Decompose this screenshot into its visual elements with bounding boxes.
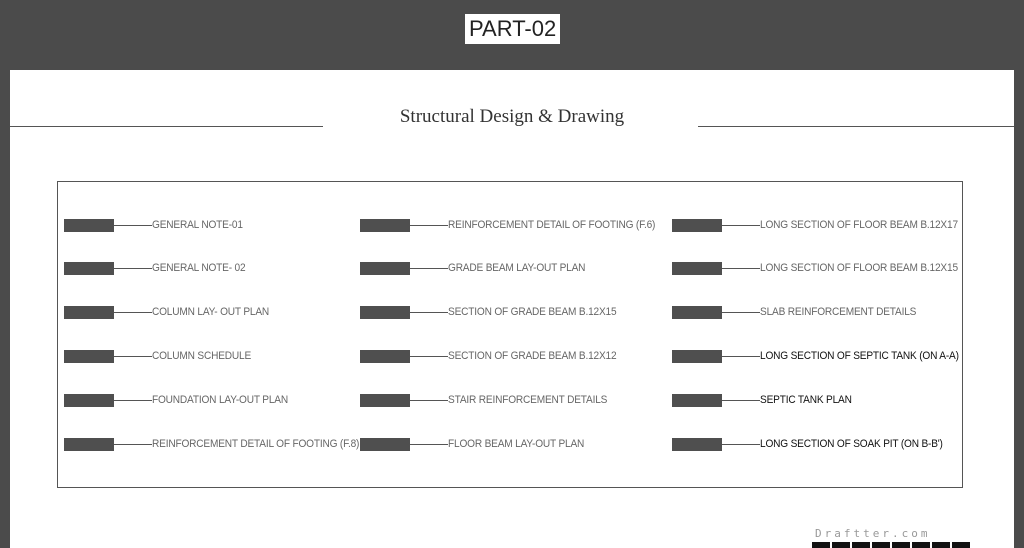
drawing-index-item xyxy=(672,392,860,408)
item-leader-line xyxy=(722,225,760,226)
drawing-sheet xyxy=(10,70,1014,548)
item-leader-line xyxy=(114,444,152,445)
item-marker-bar xyxy=(360,219,410,232)
item-label: FOUNDATION LAY-OUT PLAN xyxy=(152,394,288,406)
item-marker-bar xyxy=(64,306,114,319)
drawing-index-item xyxy=(672,304,930,320)
item-leader-line xyxy=(722,312,760,313)
item-label: SEPTIC TANK PLAN xyxy=(760,394,852,406)
item-marker-bar xyxy=(64,394,114,407)
item-marker-bar xyxy=(672,306,722,319)
drawing-index-item xyxy=(64,348,260,364)
item-leader-line xyxy=(114,225,152,226)
item-label: LONG SECTION OF SOAK PIT (ON B-B') xyxy=(760,438,943,450)
item-marker-bar xyxy=(64,438,114,451)
item-marker-bar xyxy=(672,219,722,232)
item-marker-bar xyxy=(64,262,114,275)
item-leader-line xyxy=(114,400,152,401)
item-marker-bar xyxy=(672,394,722,407)
item-leader-line xyxy=(722,356,760,357)
drawing-index-item xyxy=(672,436,959,452)
item-marker-bar xyxy=(64,350,114,363)
part-label: PART-02 xyxy=(465,14,560,44)
drawing-index-item xyxy=(360,436,596,452)
drawing-index-item xyxy=(64,260,254,276)
item-label: COLUMN SCHEDULE xyxy=(152,350,252,362)
watermark-text: Draftter.com xyxy=(815,527,931,540)
item-leader-line xyxy=(410,225,448,226)
item-label: SECTION OF GRADE BEAM B.12X12 xyxy=(448,350,617,362)
item-marker-bar xyxy=(360,438,410,451)
item-leader-line xyxy=(410,400,448,401)
drawing-index-item xyxy=(64,436,377,452)
item-label: REINFORCEMENT DETAIL OF FOOTING (F.8) xyxy=(152,438,360,450)
item-label: GENERAL NOTE- 02 xyxy=(152,262,246,274)
item-leader-line xyxy=(114,268,152,269)
item-label: LONG SECTION OF FLOOR BEAM B.12X15 xyxy=(760,262,958,274)
drawing-index-item xyxy=(64,304,279,320)
item-marker-bar xyxy=(360,394,410,407)
drawing-index-item xyxy=(360,304,631,320)
item-marker-bar xyxy=(672,350,722,363)
item-label: REINFORCEMENT DETAIL OF FOOTING (F.6) xyxy=(448,219,656,231)
drawing-index-item xyxy=(360,392,621,408)
item-leader-line xyxy=(722,444,760,445)
item-marker-bar xyxy=(360,306,410,319)
watermark-strip xyxy=(812,542,970,548)
item-leader-line xyxy=(722,400,760,401)
item-leader-line xyxy=(410,356,448,357)
item-label: FLOOR BEAM LAY-OUT PLAN xyxy=(448,438,585,450)
item-label: LONG SECTION OF SEPTIC TANK (ON A-A) xyxy=(760,350,959,362)
item-marker-bar xyxy=(672,262,722,275)
drawing-index-item xyxy=(360,260,597,276)
item-leader-line xyxy=(114,356,152,357)
drawing-index-item xyxy=(672,217,975,233)
item-label: GRADE BEAM LAY-OUT PLAN xyxy=(448,262,586,274)
item-marker-bar xyxy=(64,219,114,232)
item-leader-line xyxy=(410,268,448,269)
drawing-index-item xyxy=(64,392,300,408)
drawing-index-box xyxy=(57,181,963,488)
drawing-index-item xyxy=(672,260,975,276)
section-title: Structural Design & Drawing xyxy=(399,106,625,127)
drawing-index-item xyxy=(64,217,251,233)
item-leader-line xyxy=(410,444,448,445)
item-label: LONG SECTION OF FLOOR BEAM B.12X17 xyxy=(760,219,958,231)
item-label: SECTION OF GRADE BEAM B.12X15 xyxy=(448,306,617,318)
item-label: SLAB REINFORCEMENT DETAILS xyxy=(760,306,917,318)
item-label: COLUMN LAY- OUT PLAN xyxy=(152,306,270,318)
item-marker-bar xyxy=(360,350,410,363)
item-marker-bar xyxy=(360,262,410,275)
item-marker-bar xyxy=(672,438,722,451)
item-label: STAIR REINFORCEMENT DETAILS xyxy=(448,394,608,406)
drawing-index-item xyxy=(360,348,631,364)
drawing-index-item xyxy=(360,217,673,233)
item-label: GENERAL NOTE-01 xyxy=(152,219,243,231)
item-leader-line xyxy=(722,268,760,269)
drawing-index-item xyxy=(672,348,976,364)
item-leader-line xyxy=(410,312,448,313)
item-leader-line xyxy=(114,312,152,313)
